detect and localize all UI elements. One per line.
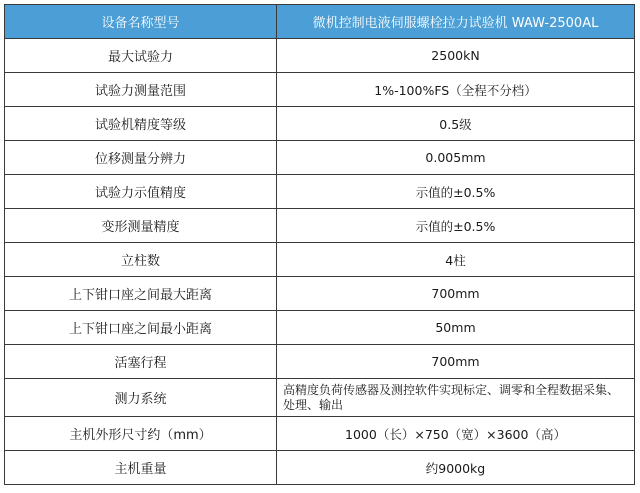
row-value-cell: 0.005mm xyxy=(277,141,635,175)
row-name-cell: 主机重量 xyxy=(5,451,277,485)
header-value-cell: 微机控制电液伺服螺栓拉力试验机 WAW-2500AL xyxy=(277,5,635,39)
row-value-cell: 4柱 xyxy=(277,243,635,277)
row-name-cell: 上下钳口座之间最小距离 xyxy=(5,311,277,345)
row-name-cell: 变形测量精度 xyxy=(5,209,277,243)
table-row xyxy=(5,417,635,451)
table-row xyxy=(5,141,635,175)
row-name-cell: 活塞行程 xyxy=(5,345,277,379)
table-row xyxy=(5,39,635,73)
table-row xyxy=(5,451,635,485)
row-name-cell: 最大试验力 xyxy=(5,39,277,73)
table-row xyxy=(5,345,635,379)
table-row xyxy=(5,209,635,243)
row-value-cell: 示值的±0.5% xyxy=(277,209,635,243)
row-value-cell: 2500kN xyxy=(277,39,635,73)
table-row xyxy=(5,311,635,345)
row-value-cell: 约9000kg xyxy=(277,451,635,485)
table-row xyxy=(5,175,635,209)
row-name-cell: 试验力示值精度 xyxy=(5,175,277,209)
row-name-cell: 试验力测量范围 xyxy=(5,73,277,107)
row-value-cell: 700mm xyxy=(277,345,635,379)
row-name-cell: 位移测量分辨力 xyxy=(5,141,277,175)
table-row xyxy=(5,107,635,141)
row-value-cell: 1000（长）×750（宽）×3600（高） xyxy=(277,417,635,451)
row-value-cell: 0.5级 xyxy=(277,107,635,141)
row-value-cell: 700mm xyxy=(277,277,635,311)
row-name-cell: 试验机精度等级 xyxy=(5,107,277,141)
row-value-cell: 高精度负荷传感器及测控软件实现标定、调零和全程数据采集、处理、输出 xyxy=(277,379,635,417)
spec-table xyxy=(4,4,635,485)
header-name-cell: 设备名称型号 xyxy=(5,5,277,39)
table-row xyxy=(5,277,635,311)
row-value-cell: 示值的±0.5% xyxy=(277,175,635,209)
table-row xyxy=(5,243,635,277)
row-name-cell: 立柱数 xyxy=(5,243,277,277)
table-row xyxy=(5,379,635,417)
row-name-cell: 主机外形尺寸约（mm） xyxy=(5,417,277,451)
row-value-cell: 50mm xyxy=(277,311,635,345)
row-name-cell: 上下钳口座之间最大距离 xyxy=(5,277,277,311)
table-row xyxy=(5,73,635,107)
row-value-cell: 1%-100%FS（全程不分档） xyxy=(277,73,635,107)
row-name-cell: 测力系统 xyxy=(5,379,277,417)
table-header-row xyxy=(5,5,635,39)
